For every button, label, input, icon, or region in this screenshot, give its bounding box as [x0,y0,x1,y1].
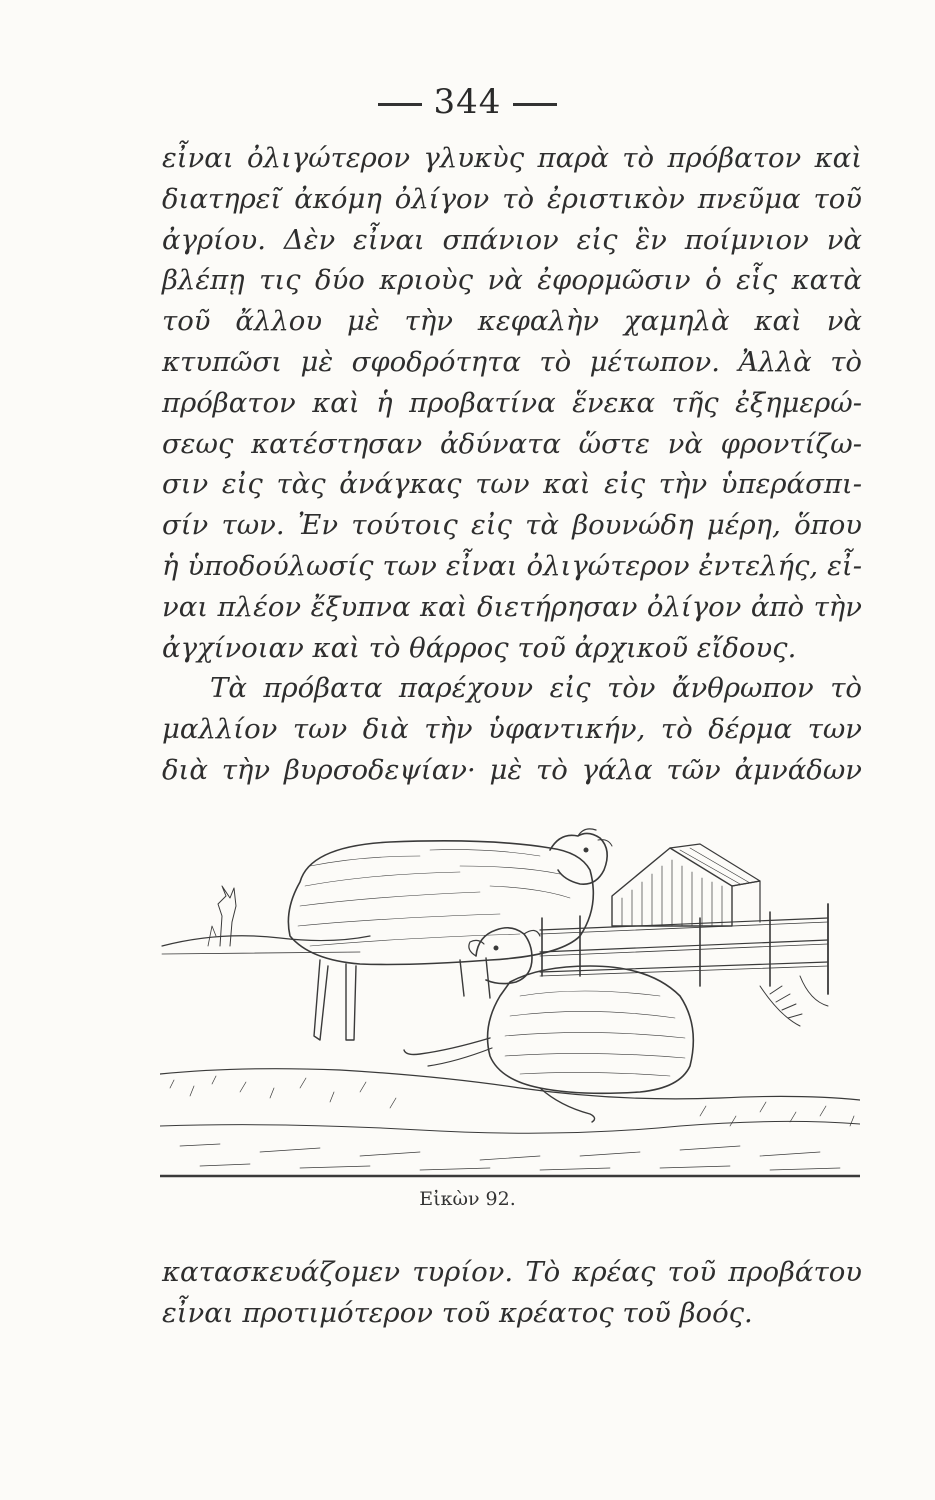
text-line: βλέπῃ τις δύο κριοὺς νὰ ἐφορμῶσιν ὁ εἷς κατὰ [162,264,862,297]
text-line: σιν εἰς τὰς ἀνάγκας των καὶ εἰς τὴν ὑπεράσπι- [162,468,862,501]
text-line: σεως κατέστησαν ἀδύνατα ὥστε νὰ φροντίζω- [162,427,862,460]
page-number [0,82,935,122]
figure-caption: Εἰκὼν 92. [419,1188,516,1210]
text-line: ἀγρίου. Δὲν εἶναι σπάνιον εἰς ἓν ποίμνιον νὰ [162,223,862,256]
text-line: διατηρεῖ ἀκόμη ὀλίγον τὸ ἐριστικὸν πνεῦμα τοῦ [162,182,862,215]
page-number-text: 344 [433,82,502,122]
text-line: ἀγχίνοιαν καὶ τὸ θάρρος τοῦ ἀρχικοῦ εἴδους. [162,631,797,664]
left-dash [378,103,422,106]
text-line: διὰ τὴν βυρσοδεψίαν· μὲ τὸ γάλα τῶν ἀμνάδων [162,753,862,786]
text-line: εἶναι ὀλιγώτερον γλυκὺς παρὰ τὸ πρόβατον καὶ [162,142,862,174]
text-line: Τὰ πρόβατα παρέχουν εἰς τὸν ἄνθρωπον τὸ [210,672,862,705]
body-text-top [162,138,862,791]
right-dash [513,103,557,106]
text-line: ἡ ὑποδούλωσίς των εἶναι ὀλιγώτερον ἐντελής, εἶ- [162,549,862,582]
engraving-of-two-sheep [160,826,860,1178]
text-line: πρόβατον καὶ ἡ προβατίνα ἕνεκα τῆς ἐξημερώ- [162,386,862,419]
text-line: τοῦ ἄλλου μὲ τὴν κεφαλὴν χαμηλὰ καὶ νὰ [162,305,862,338]
text-line: μαλλίον των διὰ τὴν ὑφαντικήν, τὸ δέρμα των [162,713,862,746]
sheep-illustration [160,826,860,1178]
text-line: εἶναι προτιμότερον τοῦ κρέατος τοῦ βοός. [162,1296,753,1329]
text-line: ναι πλέον ἔξυπνα καὶ διετήρησαν ὀλίγον ἀπὸ τὴν [162,590,862,623]
text-line: σίν των. Ἐν τούτοις εἰς τὰ βουνώδη μέρη, ὅπου [162,509,862,542]
body-text-bottom [162,1252,862,1334]
text-line: κατασκευάζομεν τυρίον. Τὸ κρέας τοῦ προβάτου [162,1256,862,1288]
text-line: κτυπῶσι μὲ σφοδρότητα τὸ μέτωπον. Ἀλλὰ τὸ [162,345,862,378]
